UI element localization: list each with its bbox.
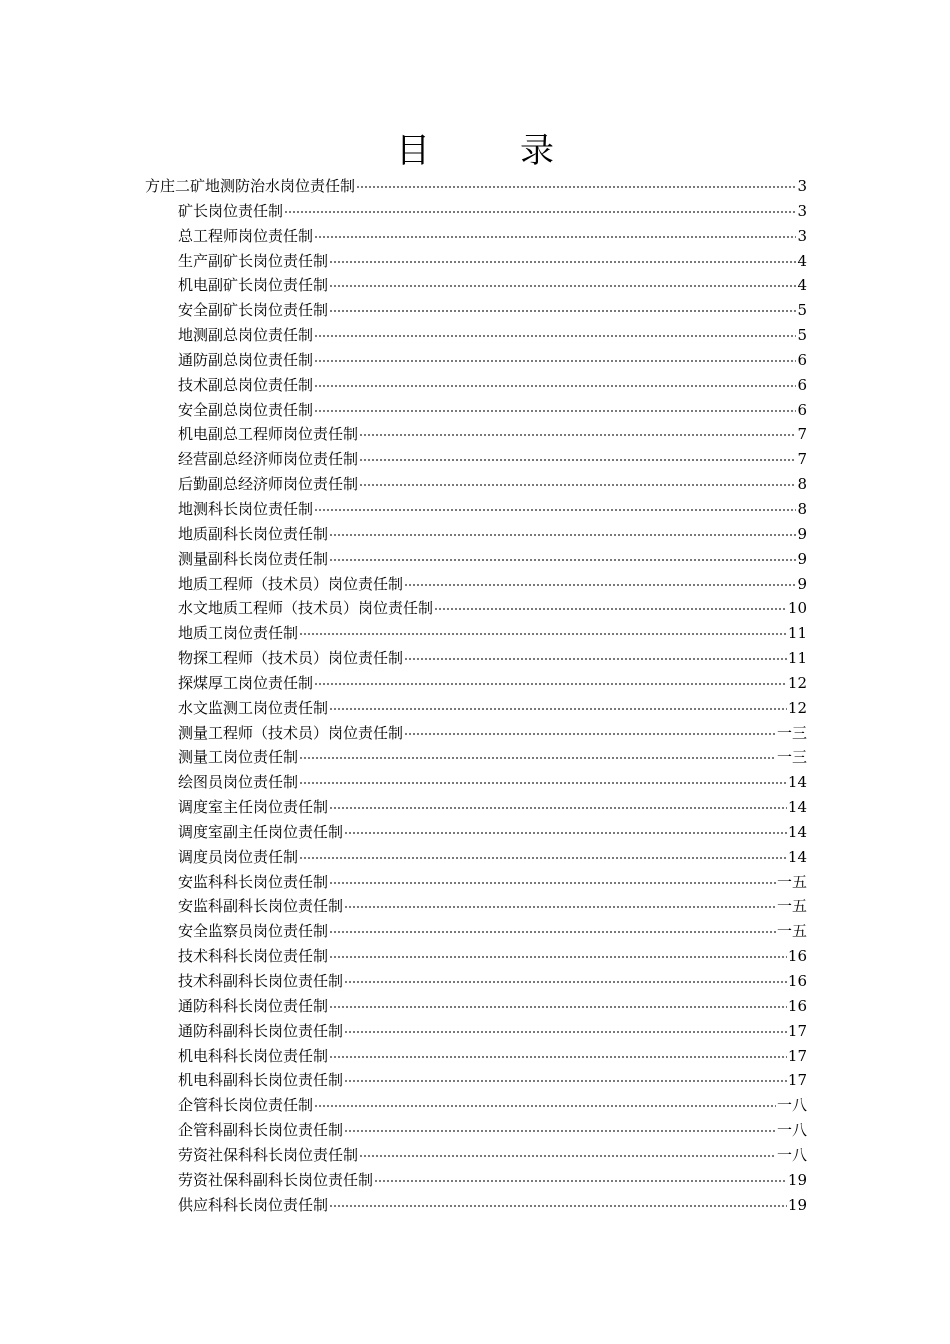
toc-entry-label: 水文地质工程师（技术员）岗位责任制 (178, 599, 434, 618)
toc-entry-page-number: 17 (787, 1071, 807, 1090)
toc-dot-leader (344, 1130, 776, 1132)
toc-dot-leader (374, 1180, 787, 1182)
toc-entry-page-number: 9 (797, 524, 807, 543)
toc-entry-label: 地测科长岗位责任制 (178, 499, 314, 518)
toc-entry-page-number: 6 (797, 350, 807, 369)
toc-entry-page-number: 7 (797, 425, 807, 444)
toc-entry[interactable] (145, 174, 807, 199)
toc-entry-page-number: 17 (787, 1046, 807, 1065)
toc-entry-label: 企管科副科长岗位责任制 (178, 1121, 344, 1140)
toc-dot-leader (359, 1155, 776, 1157)
toc-entry-page-number: 8 (797, 499, 807, 518)
toc-entry-label: 地质工岗位责任制 (178, 624, 299, 643)
toc-entry-label: 机电科副科长岗位责任制 (178, 1071, 344, 1090)
toc-entry-label: 劳资社保科科长岗位责任制 (178, 1145, 359, 1164)
toc-dot-leader (299, 757, 776, 759)
toc-entry-page-number: 一五 (776, 897, 807, 916)
toc-entry-page-number: 12 (787, 698, 807, 717)
toc-dot-leader (314, 683, 787, 685)
toc-entry-label: 技术科科长岗位责任制 (178, 947, 329, 966)
toc-entry-label: 安监科副科长岗位责任制 (178, 897, 344, 916)
toc-entry-label: 经营副总经济师岗位责任制 (178, 450, 359, 469)
toc-dot-leader (344, 1080, 787, 1082)
toc-entry[interactable] (145, 1044, 807, 1069)
toc-entry-page-number: 7 (797, 450, 807, 469)
toc-dot-leader (329, 261, 796, 263)
toc-entry-label: 机电副总工程师岗位责任制 (178, 425, 359, 444)
toc-entry-label: 探煤厚工岗位责任制 (178, 673, 314, 692)
toc-entry-page-number: 5 (797, 301, 807, 320)
toc-entry-page-number: 12 (787, 673, 807, 692)
toc-entry-page-number: 14 (787, 773, 807, 792)
toc-dot-leader (329, 1006, 787, 1008)
toc-entry-label: 测量工程师（技术员）岗位责任制 (178, 723, 404, 742)
toc-entry-page-number: 8 (797, 475, 807, 494)
toc-entry-page-number: 4 (797, 251, 807, 270)
toc-entry-page-number: 11 (787, 649, 807, 668)
toc-entry-label: 机电科科长岗位责任制 (178, 1046, 329, 1065)
toc-entry-page-number: 6 (797, 400, 807, 419)
toc-entry[interactable] (145, 820, 807, 845)
toc-entry[interactable] (145, 1193, 807, 1218)
toc-entry[interactable] (145, 1143, 807, 1168)
toc-entry-label: 水文监测工岗位责任制 (178, 698, 329, 717)
toc-entry[interactable] (145, 199, 807, 224)
toc-entry-label: 矿长岗位责任制 (178, 201, 284, 220)
page-title: 目 录 (396, 131, 582, 171)
toc-dot-leader (314, 236, 796, 238)
toc-dot-leader (329, 1205, 787, 1207)
toc-entry[interactable] (145, 596, 807, 621)
toc-entry-page-number: 一八 (776, 1096, 807, 1115)
toc-entry-label: 技术副总岗位责任制 (178, 375, 314, 394)
toc-entry[interactable] (145, 770, 807, 795)
toc-entry-label: 通防科科长岗位责任制 (178, 996, 329, 1015)
toc-entry-page-number: 5 (797, 326, 807, 345)
toc-entry-label: 企管科长岗位责任制 (178, 1096, 314, 1115)
toc-entry[interactable] (145, 373, 807, 398)
toc-entry[interactable] (145, 894, 807, 919)
toc-entry-label: 方庄二矿地测防治水岗位责任制 (145, 177, 356, 195)
toc-dot-leader (329, 956, 787, 958)
toc-entry-label: 劳资社保科副科长岗位责任制 (178, 1170, 374, 1189)
toc-entry-page-number: 11 (787, 624, 807, 643)
toc-entry-label: 安全监察员岗位责任制 (178, 922, 329, 941)
toc-dot-leader (314, 360, 796, 362)
toc-dot-leader (314, 410, 796, 412)
toc-entry[interactable] (145, 969, 807, 994)
toc-dot-leader (329, 882, 776, 884)
toc-entry[interactable] (145, 1118, 807, 1143)
toc-entry-label: 总工程师岗位责任制 (178, 226, 314, 245)
toc-entry[interactable] (145, 273, 807, 298)
toc-entry-page-number: 一八 (776, 1121, 807, 1140)
toc-entry-label: 测量副科长岗位责任制 (178, 549, 329, 568)
toc-dot-leader (359, 459, 796, 461)
toc-entry-label: 调度员岗位责任制 (178, 847, 299, 866)
toc-entry[interactable] (145, 671, 807, 696)
toc-entry[interactable] (145, 944, 807, 969)
toc-entry-page-number: 19 (787, 1195, 807, 1214)
toc-entry[interactable] (145, 1019, 807, 1044)
toc-dot-leader (314, 1105, 776, 1107)
toc-dot-leader (329, 310, 796, 312)
toc-dot-leader (329, 559, 796, 561)
toc-entry-label: 安监科科长岗位责任制 (178, 872, 329, 891)
toc-entry[interactable] (145, 224, 807, 249)
toc-entry-page-number: 14 (787, 798, 807, 817)
toc-entry-label: 安全副总岗位责任制 (178, 400, 314, 419)
toc-entry-label: 后勤副总经济师岗位责任制 (178, 475, 359, 494)
toc-entry-label: 供应科科长岗位责任制 (178, 1195, 329, 1214)
toc-dot-leader (344, 832, 787, 834)
toc-entry-label: 调度室主任岗位责任制 (178, 798, 329, 817)
toc-entry[interactable] (145, 795, 807, 820)
toc-entry[interactable] (145, 472, 807, 497)
toc-entry-page-number: 一三 (776, 723, 807, 742)
toc-entry-page-number: 4 (797, 276, 807, 295)
toc-dot-leader (299, 782, 787, 784)
toc-entry-page-number: 19 (787, 1170, 807, 1189)
toc-dot-leader (359, 434, 796, 436)
toc-entry-page-number: 6 (797, 375, 807, 394)
toc-entry-page-number: 一八 (776, 1145, 807, 1164)
toc-entry-page-number: 3 (797, 201, 807, 220)
toc-entry-label: 通防科副科长岗位责任制 (178, 1021, 344, 1040)
toc-entry-label: 技术科副科长岗位责任制 (178, 972, 344, 990)
toc-entry-page-number: 17 (787, 1021, 807, 1040)
toc-entry-label: 通防副总岗位责任制 (178, 350, 314, 369)
toc-dot-leader (359, 484, 796, 486)
toc-dot-leader (329, 931, 776, 933)
toc-entry-label: 机电副矿长岗位责任制 (178, 276, 329, 295)
toc-entry-label: 地质副科长岗位责任制 (178, 524, 329, 543)
table-of-contents (145, 174, 807, 1217)
toc-entry-label: 地测副总岗位责任制 (178, 326, 314, 345)
toc-entry-page-number: 一五 (776, 922, 807, 941)
toc-entry[interactable] (145, 298, 807, 323)
toc-entry[interactable] (145, 696, 807, 721)
toc-entry-label: 测量工岗位责任制 (178, 748, 299, 767)
toc-entry[interactable] (145, 447, 807, 472)
toc-dot-leader (344, 1031, 787, 1033)
toc-entry[interactable] (145, 547, 807, 572)
toc-entry[interactable] (145, 249, 807, 274)
toc-dot-leader (404, 584, 796, 586)
toc-entry-page-number: 一五 (776, 872, 807, 891)
toc-entry[interactable] (145, 721, 807, 746)
toc-dot-leader (314, 335, 796, 337)
toc-entry[interactable] (145, 621, 807, 646)
toc-entry-page-number: 14 (787, 847, 807, 866)
toc-entry[interactable] (145, 522, 807, 547)
toc-entry-page-number: 9 (797, 574, 807, 593)
toc-entry-page-number: 一三 (776, 748, 807, 767)
toc-entry[interactable] (145, 323, 807, 348)
toc-entry-page-number: 16 (787, 947, 807, 966)
toc-dot-leader (329, 807, 787, 809)
toc-entry[interactable] (145, 1068, 807, 1093)
toc-dot-leader (299, 857, 787, 859)
toc-entry-label: 调度室副主任岗位责任制 (178, 822, 344, 841)
toc-entry[interactable] (145, 398, 807, 423)
toc-dot-leader (299, 633, 787, 635)
toc-entry[interactable] (145, 348, 807, 373)
toc-entry[interactable] (145, 1093, 807, 1118)
toc-entry-page-number: 14 (787, 822, 807, 841)
toc-dot-leader (329, 534, 796, 536)
toc-dot-leader (329, 708, 787, 710)
toc-entry[interactable] (145, 1168, 807, 1193)
toc-dot-leader (404, 733, 776, 735)
toc-entry-page-number: 10 (787, 599, 807, 618)
toc-entry-label: 安全副矿长岗位责任制 (178, 301, 329, 320)
toc-entry[interactable] (145, 919, 807, 944)
toc-entry[interactable] (145, 994, 807, 1019)
toc-entry-page-number: 3 (797, 226, 807, 245)
toc-entry-label: 绘图员岗位责任制 (178, 773, 299, 792)
toc-dot-leader (314, 509, 796, 511)
toc-entry-page-number: 3 (797, 177, 807, 195)
toc-dot-leader (329, 1056, 787, 1058)
toc-entry-label: 生产副矿长岗位责任制 (178, 251, 329, 270)
toc-entry[interactable] (145, 845, 807, 870)
toc-entry[interactable] (145, 745, 807, 770)
toc-dot-leader (434, 608, 787, 610)
toc-entry[interactable] (145, 422, 807, 447)
toc-entry-page-number: 9 (797, 549, 807, 568)
toc-dot-leader (284, 211, 796, 213)
toc-entry[interactable] (145, 646, 807, 671)
toc-entry-label: 地质工程师（技术员）岗位责任制 (178, 574, 404, 593)
toc-entry-label: 物探工程师（技术员）岗位责任制 (178, 649, 404, 668)
toc-dot-leader (404, 658, 787, 660)
toc-dot-leader (329, 285, 796, 287)
toc-dot-leader (314, 385, 796, 387)
toc-entry[interactable] (145, 870, 807, 895)
toc-entry[interactable] (145, 572, 807, 597)
toc-entry-page-number: 16 (787, 996, 807, 1015)
toc-dot-leader (356, 186, 796, 188)
toc-dot-leader (344, 906, 776, 908)
toc-entry-page-number: 16 (787, 972, 807, 990)
toc-entry[interactable] (145, 497, 807, 522)
toc-dot-leader (344, 981, 787, 983)
